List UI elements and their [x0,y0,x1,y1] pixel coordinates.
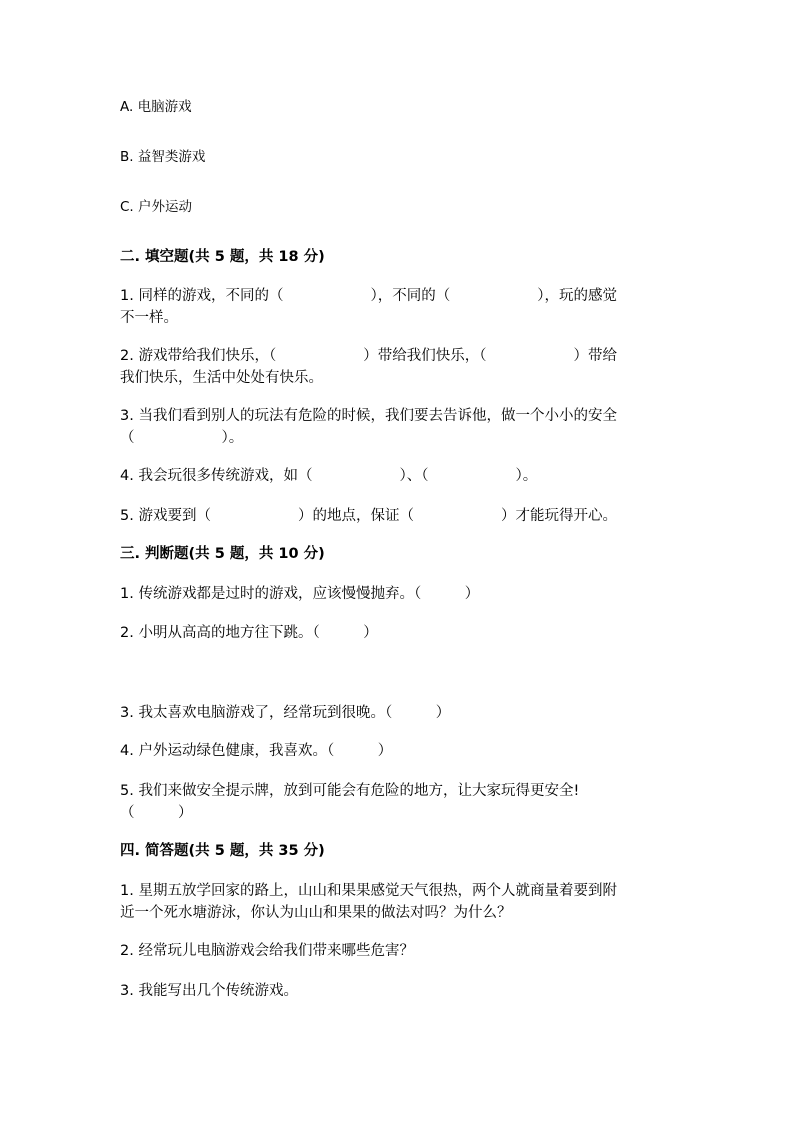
fill-q5: 5. 游戏要到（ ）的地点，保证（ ）才能玩得开心。 [120,508,617,524]
judge-q3: 3. 我太喜欢电脑游戏了，经常玩到很晚。（ ） [120,705,451,721]
judge-q1: 1. 传统游戏都是过时的游戏，应该慢慢抛弃。（ ） [120,586,480,602]
short-q1-line2: 近一个死水塘游泳，你认为山山和果果的做法对吗？为什么？ [120,905,512,921]
fill-q3-line1: 3. 当我们看到别人的玩法有危险的时候，我们要去告诉他，做一个小小的安全 [120,408,617,424]
judge-q5-line1: 5. 我们来做安全提示牌，放到可能会有危险的地方，让大家玩得更安全! [120,783,580,799]
section4-heading: 四. 简答题(共 5 题，共 35 分) [120,843,325,859]
judge-q5-line2: （ ） [120,805,193,821]
judge-q4: 4. 户外运动绿色健康，我喜欢。（ ） [120,743,393,759]
fill-q2-line1: 2. 游戏带给我们快乐，（ ）带给我们快乐，（ ）带给 [120,348,617,364]
fill-q1-line2: 不一样。 [120,310,178,326]
option-a: A. 电脑游戏 [120,99,192,115]
fill-q2-line2: 我们快乐，生活中处处有快乐。 [120,370,323,386]
fill-q1-line1: 1. 同样的游戏，不同的（ ），不同的（ ），玩的感觉 [120,288,617,304]
option-c: C. 户外运动 [120,199,193,215]
fill-q4: 4. 我会玩很多传统游戏，如（ ）、（ ）。 [120,468,538,484]
section3-heading: 三. 判断题(共 5 题，共 10 分) [120,546,325,562]
fill-q3-line2: （ ）。 [120,430,244,446]
section2-heading: 二. 填空题(共 5 题，共 18 分) [120,249,325,265]
short-q2: 2. 经常玩儿电脑游戏会给我们带来哪些危害？ [120,943,414,959]
option-b: B. 益智类游戏 [120,149,206,165]
short-q1-line1: 1. 星期五放学回家的路上，山山和果果感觉天气很热，两个人就商量着要到附 [120,883,617,899]
short-q3: 3. 我能写出几个传统游戏。 [120,983,298,999]
judge-q2: 2. 小明从高高的地方往下跳。（ ） [120,625,378,641]
